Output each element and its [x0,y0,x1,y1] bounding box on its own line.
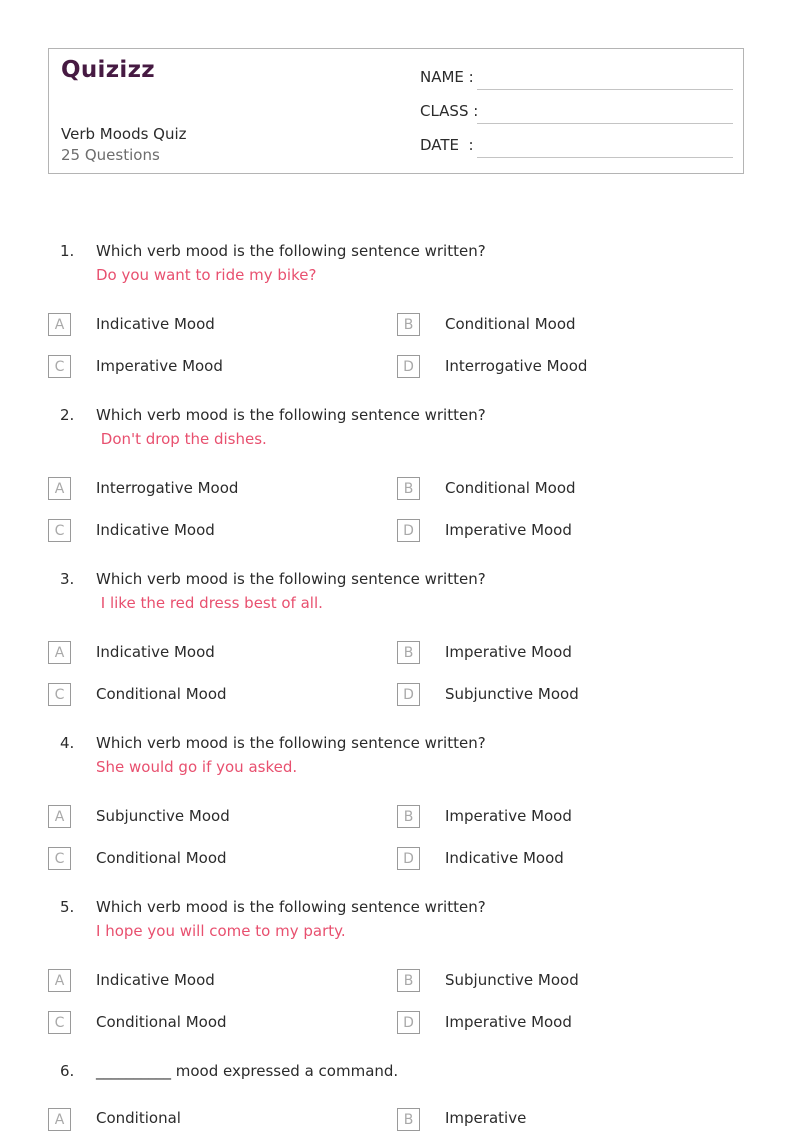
option-text: Subjunctive Mood [445,685,579,703]
question-number: 6. [60,1062,75,1080]
option-box[interactable]: D [397,1011,420,1034]
option-box[interactable]: D [397,683,420,706]
option-text: Conditional Mood [96,1013,227,1031]
option-text: Conditional Mood [96,849,227,867]
option-box[interactable]: B [397,313,420,336]
class-label: CLASS : [420,102,479,120]
quizizz-logo: Quizizz [61,57,155,83]
question-number: 3. [60,570,75,588]
question-sentence: Do you want to ride my bike? [96,266,317,284]
name-label: NAME : [420,68,474,86]
option-text: Imperative [445,1109,527,1127]
question-text: Which verb mood is the following sentence written? [96,570,486,588]
question-sentence: She would go if you asked. [96,758,298,776]
option-box[interactable]: B [397,477,420,500]
option-text: Subjunctive Mood [445,971,579,989]
option-text: Indicative Mood [96,315,215,333]
option-text: Conditional Mood [445,315,576,333]
option-box[interactable]: C [48,355,71,378]
question-text: Which verb mood is the following sentence written? [96,242,486,260]
option-box[interactable]: C [48,683,71,706]
question-number: 4. [60,734,75,752]
option-box[interactable]: A [48,477,71,500]
question-number: 2. [60,406,75,424]
option-box[interactable]: A [48,969,71,992]
option-box[interactable]: C [48,1011,71,1034]
option-box[interactable]: D [397,355,420,378]
option-text: Subjunctive Mood [96,807,230,825]
date-line [477,157,733,158]
question-number: 1. [60,242,75,260]
option-box[interactable]: D [397,519,420,542]
option-box[interactable]: C [48,519,71,542]
date-label: DATE : [420,136,474,154]
question-text: Which verb mood is the following sentence written? [96,406,486,424]
question-sentence: I like the red dress best of all. [96,594,323,612]
option-box[interactable]: A [48,805,71,828]
option-box[interactable]: B [397,805,420,828]
option-box[interactable]: D [397,847,420,870]
question-text: Which verb mood is the following sentence written? [96,898,486,916]
class-line [477,123,733,124]
option-box[interactable]: C [48,847,71,870]
option-box[interactable]: A [48,1108,71,1131]
option-text: Interrogative Mood [96,479,239,497]
question-count: 25 Questions [61,146,160,164]
option-text: Imperative Mood [445,643,572,661]
question-text: __________ mood expressed a command. [96,1062,399,1080]
option-text: Indicative Mood [96,521,215,539]
option-text: Indicative Mood [445,849,564,867]
option-text: Imperative Mood [96,357,223,375]
option-text: Imperative Mood [445,521,572,539]
name-line [477,89,733,90]
question-text: Which verb mood is the following sentence written? [96,734,486,752]
worksheet-header [48,48,744,174]
option-text: Conditional Mood [96,685,227,703]
option-text: Indicative Mood [96,971,215,989]
question-sentence: Don't drop the dishes. [96,430,267,448]
question-number: 5. [60,898,75,916]
question-sentence: I hope you will come to my party. [96,922,346,940]
option-text: Imperative Mood [445,1013,572,1031]
option-text: Conditional [96,1109,181,1127]
option-box[interactable]: A [48,641,71,664]
option-text: Conditional Mood [445,479,576,497]
option-text: Indicative Mood [96,643,215,661]
option-text: Imperative Mood [445,807,572,825]
quiz-title: Verb Moods Quiz [61,125,187,143]
option-box[interactable]: B [397,969,420,992]
option-box[interactable]: A [48,313,71,336]
option-text: Interrogative Mood [445,357,588,375]
option-box[interactable]: B [397,641,420,664]
option-box[interactable]: B [397,1108,420,1131]
